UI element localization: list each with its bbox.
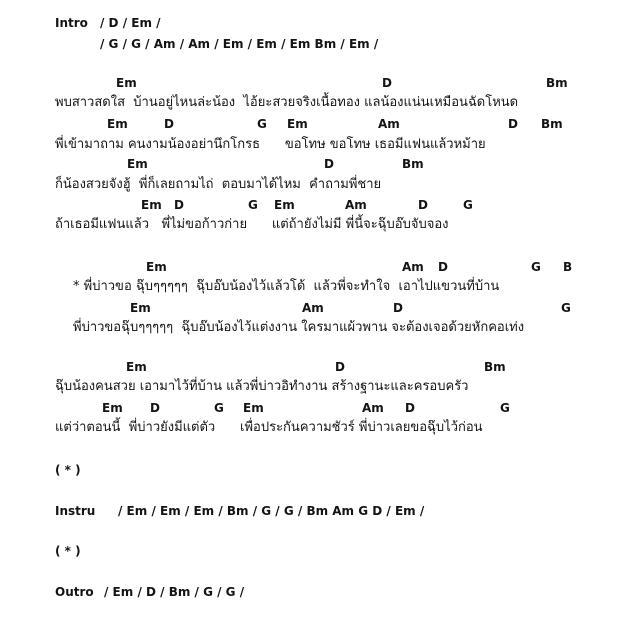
chord: Em [102, 401, 123, 415]
instru-label: Instru [55, 504, 96, 518]
chord: D [418, 198, 428, 212]
chord: D [508, 117, 518, 131]
chord: D [164, 117, 174, 131]
chord: D [150, 401, 160, 415]
lyric-line: แต่ว่าตอนนี้ พี่บ่าวยังมีแต่ตัว เพื่อประกันความชัวร์ พี่บ่าวเลยขอฉุ๊บไว้ก่อน [55, 420, 483, 435]
chord: G [531, 260, 541, 274]
chord: Bm [402, 157, 424, 171]
outro-label: Outro [55, 585, 94, 599]
chord: D [324, 157, 334, 171]
intro-label: Intro [55, 16, 88, 30]
chord: Em [126, 360, 147, 374]
chord: Bm [484, 360, 506, 374]
intro-chords-2: / G / G / Am / Am / Em / Em / Em Bm / Em / [100, 37, 379, 51]
chord: Am [362, 401, 384, 415]
lyric-line: พี่บ่าวขอฉุ๊บๆๆๆๆๆ ฉุ๊บอ๊บน้องไว้แต่งงาน ใครมาแผ้วพาน จะต้องเจอด้วยหักคอเท่ง [73, 320, 525, 335]
chord: D [393, 301, 403, 315]
chord: Em [287, 117, 308, 131]
lyric-line: พี่เข้ามาถาม คนงามน้องอย่านึกโกรธ ขอโทษ ขอโทษ เธอมีแฟนแล้วหม้าย [55, 137, 486, 152]
chord: Bm [546, 76, 568, 90]
chord: G [463, 198, 473, 212]
outro-chords: / Em / D / Bm / G / G / [104, 585, 245, 599]
chord: G [257, 117, 267, 131]
lyric-line: ถ้าเธอมีแฟนแล้ว พี่ไม่ขอก้าวก่าย แต่ถ้ายังไม่มี พี่นี้จะฉุ๊บอ๊บจับจอง [55, 217, 449, 232]
chord: G [500, 401, 510, 415]
chord: Em [107, 117, 128, 131]
chord: Em [130, 301, 151, 315]
chord: D [174, 198, 184, 212]
chord: Am [345, 198, 367, 212]
instru-chords: / Em / Em / Em / Bm / G / G / Bm Am G D / Em / [118, 504, 425, 518]
chord: D [382, 76, 392, 90]
lyric-line: พบสาวสดใส บ้านอยู่ไหนล่ะน้อง ไอ้ยะสวยจริงเนื้อทอง แลน้องแน่นเหมือนฉัดโหนด [55, 95, 519, 110]
repeat-marker: ( * ) [55, 544, 81, 558]
chord: D [438, 260, 448, 274]
chord: Em [243, 401, 264, 415]
chord: Am [402, 260, 424, 274]
chord: Em [116, 76, 137, 90]
chord: G [248, 198, 258, 212]
chord: Bm [541, 117, 563, 131]
repeat-marker: ( * ) [55, 463, 81, 477]
chord: Em [146, 260, 167, 274]
chord: Em [141, 198, 162, 212]
chord: D [405, 401, 415, 415]
lyric-line: * พี่บ่าวขอ ฉุ๊บๆๆๆๆๆ ฉุ๊บอ๊บน้องไว้แล้วโด้ แล้วพี่จะทำใจ เอาไปแขวนที่บ้าน [73, 279, 500, 294]
lyric-line: ฉุ๊บน้องคนสวย เอามาไว้ที่บ้าน แล้วพี่บ่าวอิทำงาน สร้างฐานะและครอบครัว [55, 379, 469, 394]
chord: B [563, 260, 573, 274]
lyric-line: ก็น้องสวยจังฮู้ พี่ก็เลยถามไถ่ ตอบมาได้ไหม คำถามพี่ชาย [55, 177, 382, 192]
intro-chords-1: / D / Em / [100, 16, 161, 30]
chord: Am [302, 301, 324, 315]
chord: Em [274, 198, 295, 212]
chord: G [561, 301, 571, 315]
chord: G [214, 401, 224, 415]
chord: Em [127, 157, 148, 171]
chord: Am [378, 117, 400, 131]
chord: D [335, 360, 345, 374]
